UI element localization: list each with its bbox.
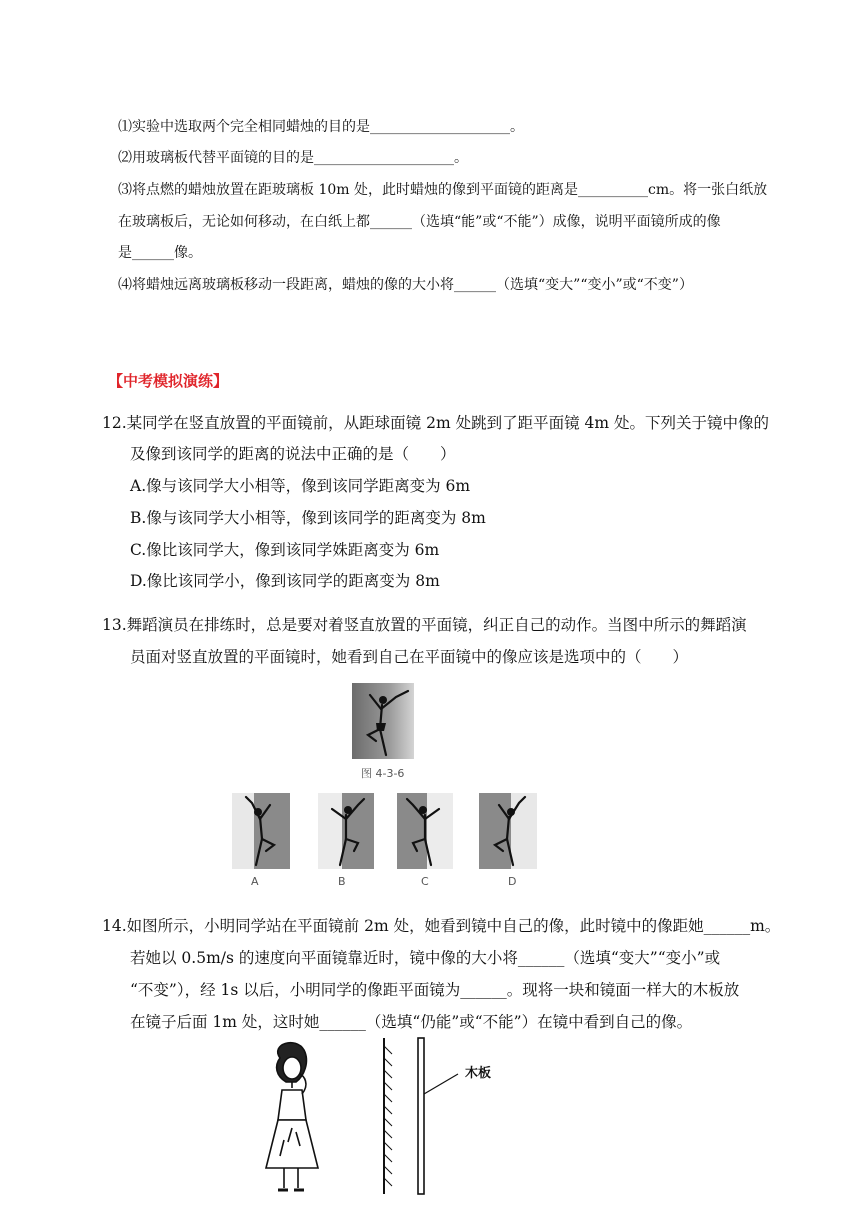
q11-part3-line3: 是______像。	[118, 245, 202, 261]
q13-stem-line1: 13.舞蹈演员在排练时，总是要对着竖直放置的平面镜，纠正自己的动作。当图中所示的舞蹈演	[102, 616, 747, 634]
option-a-label: A	[251, 875, 259, 888]
mirror-icon	[384, 1038, 392, 1194]
option-b-label: B	[338, 875, 346, 888]
q11-part1: ⑴实验中选取两个完全相同蜡烛的目的是____________________。	[118, 119, 524, 135]
girl-figure	[266, 1043, 318, 1190]
q14-line2: 若她以 0.5m/s 的速度向平面镜靠近时，镜中像的大小将______（选填“变大”“变小”或	[130, 949, 721, 967]
option-b-figure	[318, 793, 374, 869]
option-d-figure	[479, 793, 537, 869]
q11-part2: ⑵用玻璃板代替平面镜的目的是____________________。	[118, 150, 468, 166]
q12-stem-line2: 及像到该同学的距离的说法中正确的是（ ）	[130, 445, 456, 463]
q11-part3-line2: 在玻璃板后，无论如何移动，在白纸上都______（选填“能”或“不能”）成像，说明平面镜所成的像	[118, 214, 721, 230]
q14-line1: 14.如图所示，小明同学站在平面镜前 2m 处，她看到镜中自己的像，此时镜中的像距她______m。	[102, 917, 781, 935]
mirror-board-figure	[252, 1036, 572, 1200]
option-c-figure	[397, 793, 453, 869]
q12-option-d: D.像比该同学小，像到该同学的距离变为 8m	[130, 572, 440, 590]
q11-part3-line1: ⑶将点燃的蜡烛放置在距玻璃板 10m 处，此时蜡烛的像到平面镜的距离是__________cm。将一张白纸放	[118, 182, 768, 198]
section-title: 【中考模拟演练】	[108, 372, 229, 390]
q12-option-a: A.像与该同学大小相等，像到该同学距离变为 6m	[130, 477, 471, 495]
q14-line4: 在镜子后面 1m 处，这时她______（选填“仍能”或“不能”）在镜中看到自己的像。	[130, 1013, 693, 1031]
q14-line3: “不变”），经 1s 以后，小明同学的像距平面镜为______。现将一块和镜面一样大的木板放	[130, 981, 740, 999]
board-icon	[418, 1038, 458, 1194]
q12-stem-line1: 12.某同学在竖直放置的平面镜前，从距球面镜 2m 处跳到了距平面镜 4m 处。下列关于镜中像的	[102, 414, 769, 432]
figure-caption: 图 4-3-6	[361, 767, 405, 780]
option-d-label: D	[508, 875, 517, 888]
q13-stem-line2: 员面对竖直放置的平面镜时，她看到自己在平面镜中的像应该是选项中的（ ）	[130, 648, 689, 666]
option-a-figure	[232, 793, 290, 869]
option-c-label: C	[421, 875, 429, 888]
q12-option-b: B.像与该同学大小相等，像到该同学的距离变为 8m	[130, 509, 486, 527]
q11-part4: ⑷将蜡烛远离玻璃板移动一段距离，蜡烛的像的大小将______（选填“变大”“变小”或“不变”）	[118, 277, 693, 293]
dancer-figure	[352, 683, 414, 759]
q12-option-c: C.像比该同学大，像到该同学姝距离变为 6m	[130, 541, 440, 559]
board-label: 木板	[465, 1066, 492, 1081]
